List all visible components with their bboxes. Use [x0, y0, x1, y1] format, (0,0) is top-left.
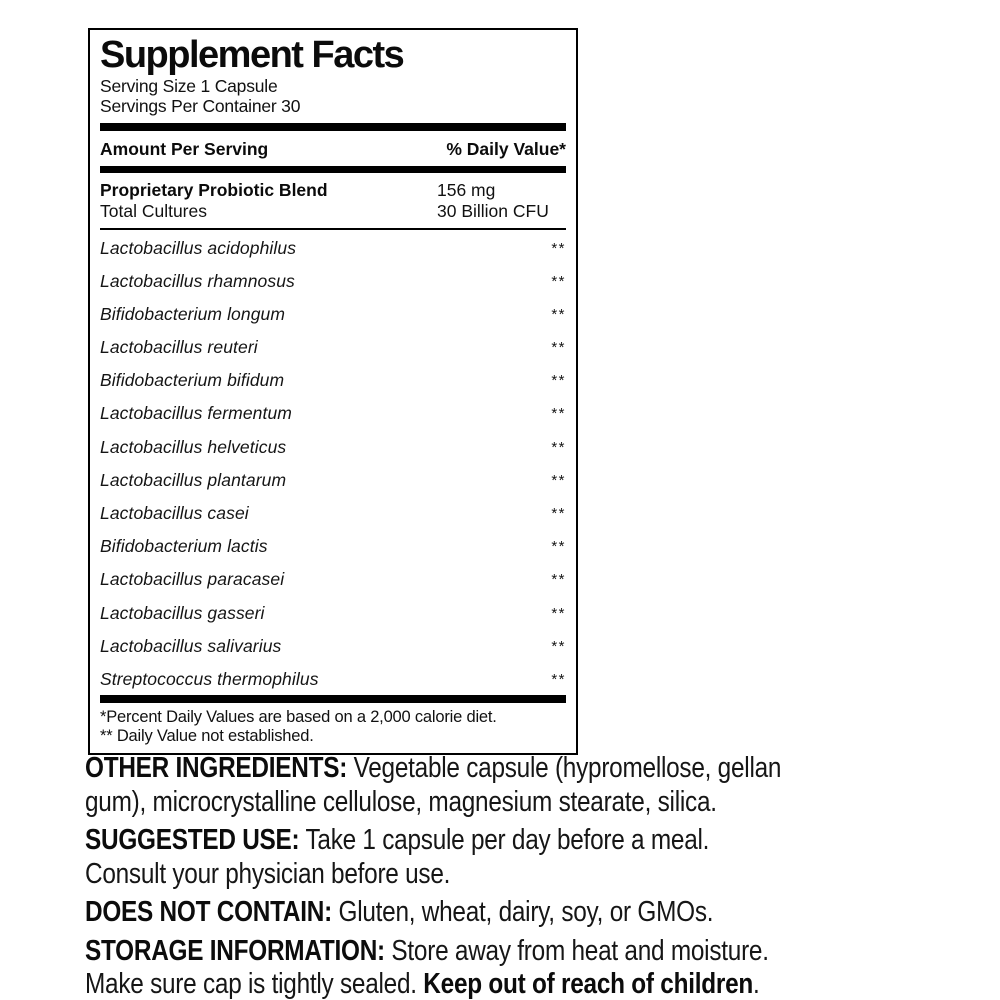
serving-size: Serving Size 1 Capsule — [100, 76, 278, 96]
storage-information-line-1 — [85, 935, 845, 969]
ingredient-name: Streptococcus thermophilus — [100, 668, 319, 689]
supplement-facts-panel — [88, 28, 578, 755]
blend-amount-mg: 156 mg — [437, 180, 496, 200]
ingredient-row — [100, 628, 566, 661]
footnotes — [100, 708, 566, 745]
ingredient-list — [100, 230, 566, 695]
thick-divider-bar — [100, 123, 566, 131]
other-ingredients-label: OTHER INGREDIENTS: — [85, 752, 348, 784]
footnote-dv-not-established: ** Daily Value not established. — [100, 726, 314, 745]
suggested-use-section — [85, 824, 990, 891]
footnote-daily-values: *Percent Daily Values are based on a 2,000 calorie diet. — [100, 708, 497, 727]
ingredient-dv: ** — [551, 670, 566, 688]
daily-value-header: % Daily Value* — [446, 139, 566, 159]
ingredient-dv: ** — [551, 438, 566, 456]
ingredient-row — [100, 595, 566, 628]
thick-divider-bar — [100, 695, 566, 703]
does-not-contain-text: Gluten, wheat, dairy, soy, or GMOs. — [331, 896, 714, 928]
does-not-contain-label: DOES NOT CONTAIN: — [85, 896, 332, 928]
proprietary-blend-row — [100, 173, 566, 228]
ingredient-name: Lactobacillus paracasei — [100, 569, 285, 590]
ingredient-name: Bifidobacterium bifidum — [100, 370, 285, 391]
additional-info-block — [85, 752, 990, 1000]
ingredient-name: Lactobacillus acidophilus — [100, 237, 297, 258]
ingredient-dv: ** — [551, 239, 566, 257]
panel-title: Supplement Facts — [100, 34, 404, 76]
servings-per-container: Servings Per Container 30 — [100, 95, 301, 116]
ingredient-name: Lactobacillus reuteri — [100, 337, 258, 358]
ingredient-row — [100, 395, 566, 428]
ingredient-dv: ** — [551, 272, 566, 290]
ingredient-row — [100, 429, 566, 462]
ingredient-row — [100, 561, 566, 594]
suggested-use-line-1 — [85, 824, 845, 858]
storage-information-label: STORAGE INFORMATION: — [85, 934, 385, 967]
ingredient-row — [100, 263, 566, 296]
ingredient-row — [100, 230, 566, 263]
other-ingredients-section — [85, 752, 990, 819]
keep-out-of-reach-text: Keep out of reach of children — [423, 968, 754, 1000]
ingredient-name: Lactobacillus gasseri — [100, 602, 265, 623]
ingredient-row — [100, 296, 566, 329]
ingredient-name: Lactobacillus fermentum — [100, 403, 292, 424]
ingredient-row — [100, 329, 566, 362]
does-not-contain-line — [85, 896, 845, 930]
ingredient-dv: ** — [551, 571, 566, 589]
ingredient-name: Bifidobacterium lactis — [100, 536, 268, 557]
storage-cap-text: Make sure cap is tightly sealed. — [85, 968, 424, 1000]
ingredient-row — [100, 495, 566, 528]
ingredient-row — [100, 528, 566, 561]
storage-information-section — [85, 935, 990, 1000]
ingredient-dv: ** — [551, 538, 566, 556]
ingredient-dv: ** — [551, 471, 566, 489]
suggested-use-line-2: Consult your physician before use. — [85, 857, 451, 890]
ingredient-name: Lactobacillus salivarius — [100, 635, 282, 656]
other-ingredients-text: Vegetable capsule (hypromellose, gellan — [347, 752, 782, 784]
blend-amounts — [437, 180, 549, 222]
ingredient-name: Bifidobacterium longum — [100, 303, 286, 324]
ingredient-dv: ** — [551, 339, 566, 357]
ingredient-dv: ** — [551, 405, 566, 423]
ingredient-dv: ** — [551, 637, 566, 655]
other-ingredients-line-2: gum), microcrystalline cellulose, magnesium stearate, silica. — [85, 785, 717, 818]
storage-information-text: Store away from heat and moisture. — [384, 934, 769, 967]
ingredient-name: Lactobacillus casei — [100, 503, 249, 523]
blend-subname: Total Cultures — [100, 201, 207, 221]
ingredient-dv: ** — [551, 505, 566, 522]
does-not-contain-section — [85, 896, 990, 930]
thick-divider-bar — [100, 166, 566, 173]
amount-per-serving-header: Amount Per Serving — [100, 139, 269, 159]
ingredient-name: Lactobacillus helveticus — [100, 436, 287, 457]
blend-name: Proprietary Probiotic Blend — [100, 180, 328, 200]
ingredient-dv: ** — [551, 604, 566, 622]
other-ingredients-line-1 — [85, 752, 845, 786]
ingredient-name: Lactobacillus plantarum — [100, 469, 287, 490]
suggested-use-label: SUGGESTED USE: — [85, 824, 300, 856]
ingredient-name: Lactobacillus rhamnosus — [100, 270, 295, 291]
ingredient-dv: ** — [551, 372, 566, 390]
ingredient-row — [100, 462, 566, 495]
storage-line-end: . — [753, 968, 760, 1000]
ingredient-row — [100, 362, 566, 395]
storage-information-line-2 — [85, 968, 845, 1000]
ingredient-dv: ** — [551, 305, 566, 323]
suggested-use-text: Take 1 capsule per day before a meal. — [299, 824, 710, 856]
ingredient-row — [100, 661, 566, 694]
blend-amount-cfu: 30 Billion CFU — [437, 201, 549, 221]
column-header-row — [100, 131, 566, 166]
